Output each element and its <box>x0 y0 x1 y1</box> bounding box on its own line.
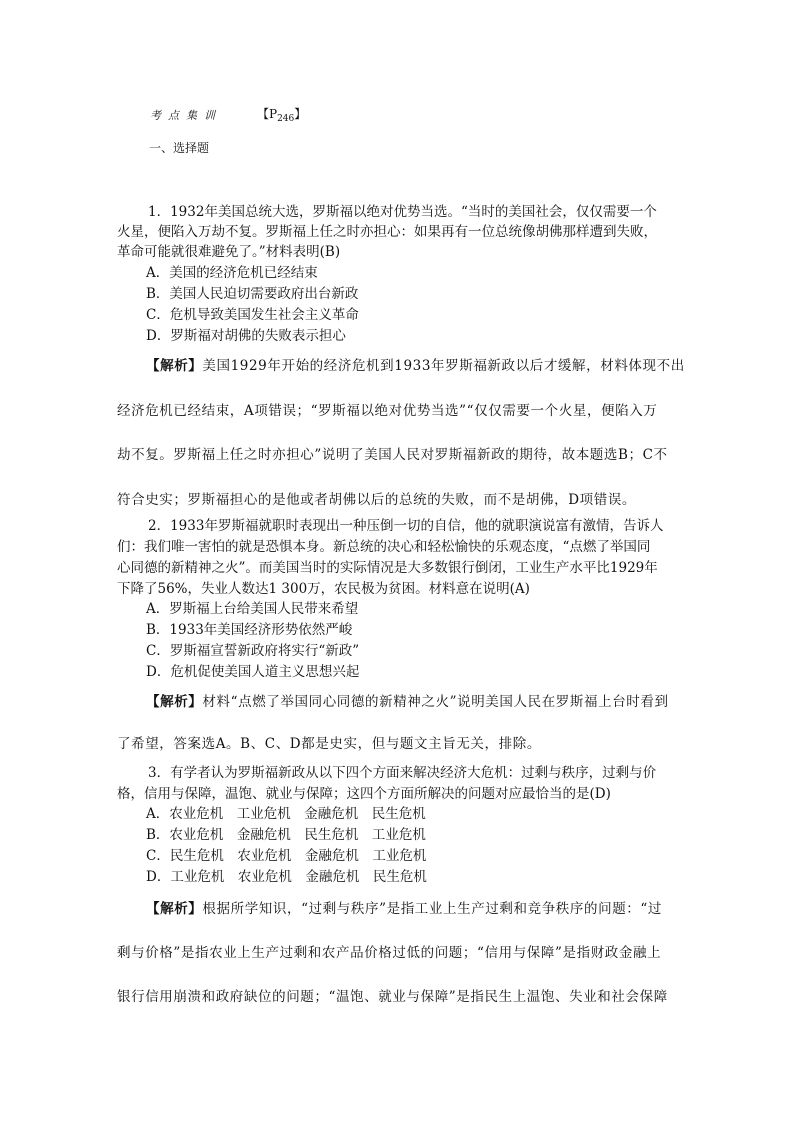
q1-option-c: C．危机导致美国发生社会主义革命 <box>146 307 359 323</box>
q1-option-d: D．罗斯福对胡佛的失败表示担心 <box>146 328 346 344</box>
q1-option-a: A．美国的经济危机已经结束 <box>146 265 318 281</box>
section-kaodian-title: 考点集训 <box>150 109 222 122</box>
q1-analysis-line <box>146 358 685 374</box>
q1-analysis-line: 符合史实；罗斯福担心的是他或者胡佛以后的总统的失败，而不是胡佛，D项错误。 <box>117 492 637 508</box>
q2-option-b: B．1933年美国经济形势依然严峻 <box>146 622 353 638</box>
q1-analysis-text: 美国1929年开始的经济危机到1933年罗斯福新政以后才缓解，材料体现不出 <box>202 358 685 374</box>
q1-analysis-line: 劫不复。罗斯福上任之时亦担心”说明了美国人民对罗斯福新政的期待，故本题选B；C不 <box>117 447 668 463</box>
q1-stem-line: 火星，便陷入万劫不复。罗斯福上任之时亦担心：如果再有一位总统像胡佛那样遭到失败， <box>117 224 657 240</box>
q2-stem-line: 下降了56%，失业人数达1 300万，农民极为贫困。材料意在说明(A) <box>117 581 530 597</box>
page-ref-close: 】 <box>294 107 307 121</box>
q3-option-a: A．农业危机 工业危机 金融危机 民生危机 <box>146 806 426 822</box>
page-ref-number: 246 <box>277 114 295 124</box>
q2-option-c: C．罗斯福宣誓新政府将实行“新政” <box>146 643 360 659</box>
q2-option-a: A．罗斯福上台给美国人民带来希望 <box>146 601 359 617</box>
q1-option-b: B．美国人民迫切需要政府出台新政 <box>146 286 359 302</box>
q2-analysis-tag: 【解析】 <box>146 694 203 710</box>
q2-analysis-line <box>146 694 669 710</box>
q2-stem-line: 心同德的新精神之火”。而美国当时的实际情况是大多数银行倒闭，工业生产水平比1929年 <box>117 560 658 576</box>
q1-analysis-line: 经济危机已经结束，A项错误；“罗斯福以绝对优势当选”“仅仅需要一个火星，便陷入万 <box>117 403 658 419</box>
q3-option-b: B．农业危机 金融危机 民生危机 工业危机 <box>146 827 426 843</box>
q2-analysis-text: 材料“点燃了举国同心同德的新精神之火”说明美国人民在罗斯福上台时看到 <box>202 694 669 710</box>
q3-stem-line: 3．有学者认为罗斯福新政从以下四个方面来解决经济大危机：过剩与秩序，过剩与价 <box>148 765 657 781</box>
page-ref-open: 【P <box>257 107 278 121</box>
q3-option-d: D．工业危机 农业危机 金融危机 民生危机 <box>146 869 427 885</box>
q2-stem-line: 2．1933年罗斯福就职时表现出一种压倒一切的自信，他的就职演说富有激情，告诉人 <box>148 518 664 534</box>
q3-analysis-text: 根据所学知识，“过剩与秩序”是指工业上生产过剩和竞争秩序的问题：“过 <box>202 901 663 917</box>
q2-option-d: D．危机促使美国人道主义思想兴起 <box>146 664 360 680</box>
q3-analysis-line: 银行信用崩溃和政府缺位的问题；“温饱、就业与保障”是指民生上温饱、失业和社会保障 <box>117 989 668 1005</box>
page-reference <box>257 106 306 127</box>
q3-option-c: C．民生危机 农业危机 金融危机 工业危机 <box>146 848 427 864</box>
q1-stem-line: 1．1932年美国总统大选，罗斯福以绝对优势当选。“当时的美国社会，仅仅需要一个 <box>148 204 657 220</box>
section-heading: 一、选择题 <box>149 141 210 155</box>
q3-analysis-line: 剩与价格”是指农业上生产过剩和农产品价格过低的问题；“信用与保障”是指财政金融上 <box>117 945 662 961</box>
q1-stem-line: 革命可能就很难避免了。”材料表明(B) <box>117 244 341 260</box>
q3-analysis-line <box>146 901 662 917</box>
q3-analysis-tag: 【解析】 <box>146 901 203 917</box>
q2-analysis-line: 了希望，答案选A。B、C、D都是史实，但与题文主旨无关，排除。 <box>117 736 541 752</box>
q1-analysis-tag: 【解析】 <box>146 358 203 374</box>
q2-stem-line: 们：我们唯一害怕的就是恐惧本身。新总统的决心和轻松愉快的乐观态度，“点燃了举国同 <box>117 539 651 555</box>
q3-stem-line: 格，信用与保障，温饱、就业与保障；这四个方面所解决的问题对应最恰当的是(D) <box>117 786 611 802</box>
